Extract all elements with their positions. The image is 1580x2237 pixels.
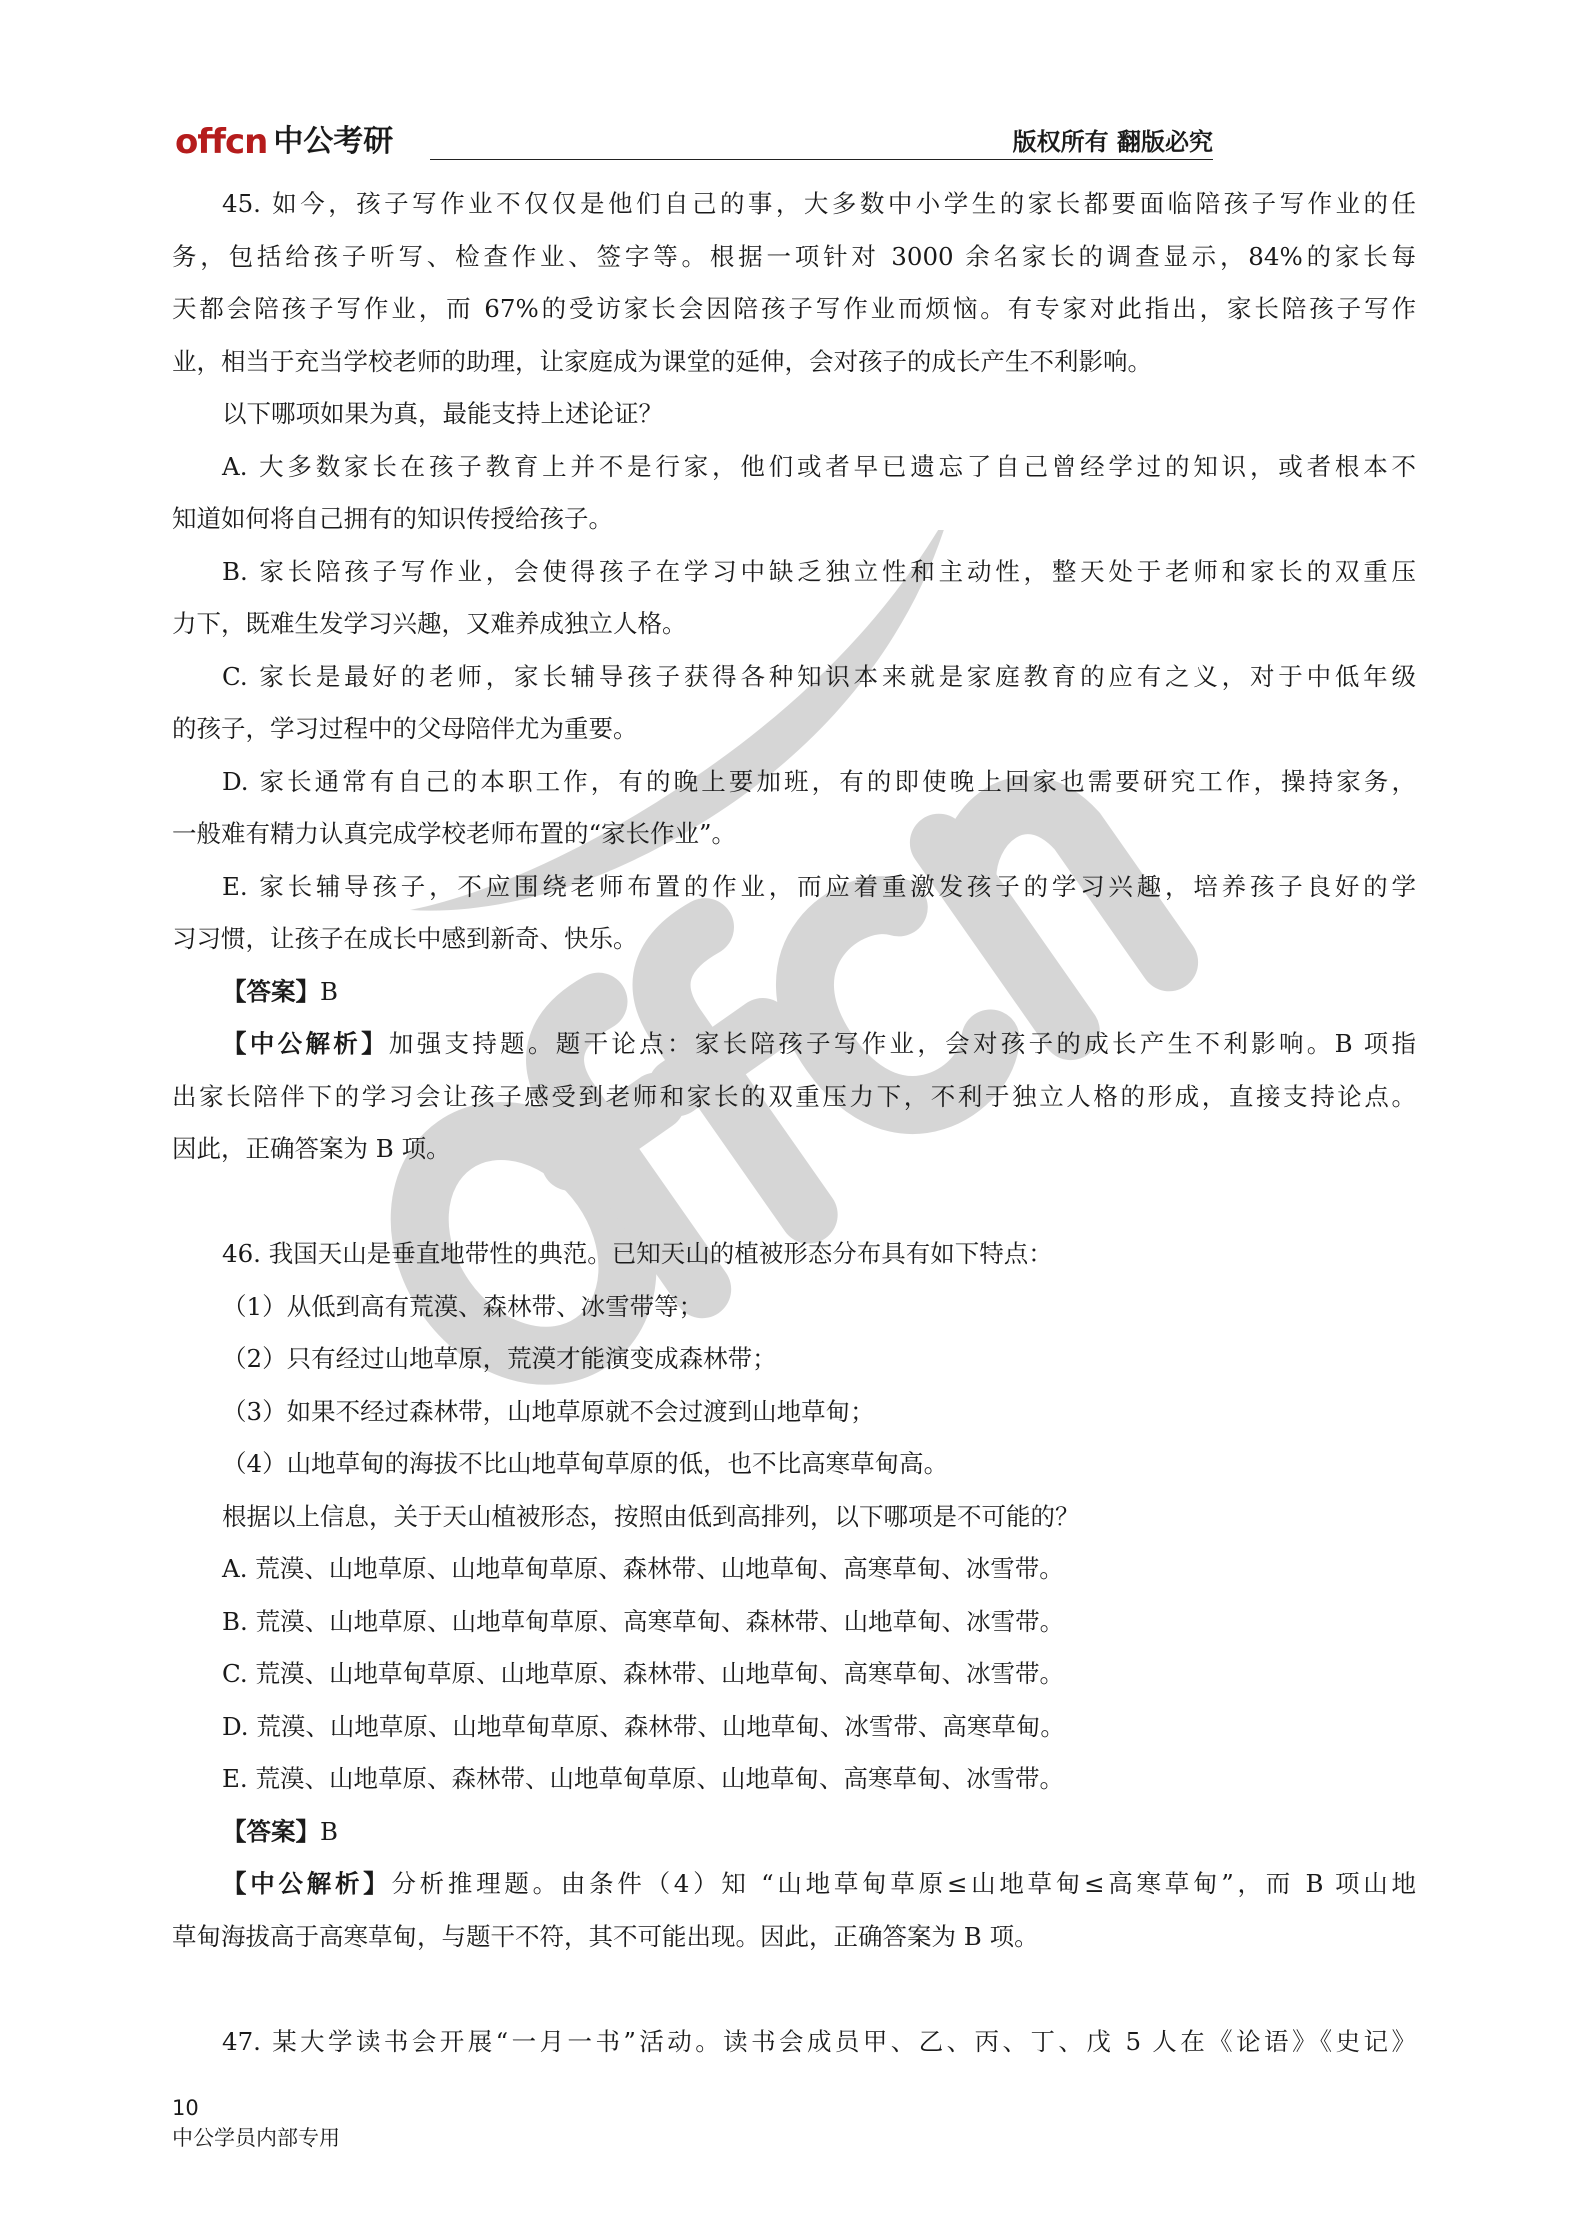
analysis-text: 加强支持题。题干论点：家长陪孩子写作业，会对孩子的成长产生不利影响。B 项指 (388, 1029, 1416, 1058)
question-prompt: 以下哪项如果为真，最能支持上述论证？ (222, 399, 663, 428)
analysis-line: 草甸海拔高于高寒草甸，与题干不符，其不可能出现。因此，正确答案为 B 项。 (172, 1921, 1039, 1951)
answer-value: B (320, 1816, 339, 1846)
question-stem-line: 天都会陪孩子写作业，而 67%的受访家长会因陪孩子写作业而烦恼。有专家对此指出，家长陪孩子写作 (172, 294, 1416, 323)
page-header (175, 118, 1213, 162)
question-stem-line: 46. 我国天山是垂直地带性的典范。已知天山的植被形态分布具有如下特点： (222, 1239, 1053, 1268)
condition-line: （4）山地草甸的海拔不比山地草甸草原的低，也不比高寒草甸高。 (222, 1449, 949, 1478)
spacer (172, 1176, 1416, 1229)
question-stem-line: 45. 如今，孩子写作业不仅仅是他们自己的事，大多数中小学生的家长都要面临陪孩子写作业的任 (222, 189, 1416, 218)
answer-value: B (320, 976, 339, 1006)
answer-tag: 【答案】 (222, 976, 320, 1006)
answer-line (172, 966, 1416, 1019)
analysis-line (172, 1018, 1416, 1071)
analysis-line (172, 1858, 1416, 1911)
option-a-line: 知道如何将自己拥有的知识传授给孩子。 (172, 504, 613, 533)
page-number: 10 (172, 2096, 199, 2120)
question-45 (172, 178, 1416, 1176)
condition-line: （1）从低到高有荒漠、森林带、冰雪带等； (222, 1291, 704, 1321)
analysis-text: 分析推理题。由条件（4）知 “山地草甸草原≤山地草甸≤高寒草甸”，而 B 项山地 (391, 1869, 1417, 1898)
question-46 (172, 1228, 1416, 1963)
answer-line (172, 1806, 1416, 1859)
option-b-line: 力下，既难生发学习兴趣，又难养成独立人格。 (172, 609, 687, 638)
option-d-line: D. 家长通常有自己的本职工作，有的晚上要加班，有的即使晚上回家也需要研究工作，操持家务， (222, 766, 1416, 796)
spacer (172, 1963, 1416, 2016)
option-e-line: E. 家长辅导孩子，不应围绕老师布置的作业，而应着重激发孩子的学习兴趣，培养孩子良好的学 (222, 871, 1416, 901)
option-e-line: E. 荒漠、山地草原、森林带、山地草甸草原、山地草甸、高寒草甸、冰雪带。 (222, 1764, 1064, 1793)
option-b-line: B. 家长陪孩子写作业，会使得孩子在学习中缺乏独立性和主动性，整天处于老师和家长的双重压 (222, 556, 1416, 586)
option-c-line: C. 荒漠、山地草甸草原、山地草原、森林带、山地草甸、高寒草甸、冰雪带。 (222, 1659, 1064, 1688)
question-stem-line: 47. 某大学读书会开展“一月一书”活动。读书会成员甲、乙、丙、丁、戊 5 人在《论语》《史记》 (222, 2026, 1416, 2056)
page-footer (172, 2093, 340, 2153)
option-d-line: D. 荒漠、山地草原、山地草甸草原、森林带、山地草甸、冰雪带、高寒草甸。 (222, 1711, 1065, 1741)
option-a-line: A. 荒漠、山地草原、山地草甸草原、森林带、山地草甸、高寒草甸、冰雪带。 (222, 1554, 1064, 1583)
answer-tag: 【答案】 (222, 1816, 320, 1846)
condition-line: （3）如果不经过森林带，山地草原就不会过渡到山地草甸； (222, 1396, 875, 1426)
footer-note: 中公学员内部专用 (172, 2126, 340, 2150)
logo-chinese-text: 中公考研 (273, 124, 394, 159)
logo-latin-text: offcn (175, 122, 268, 162)
analysis-tag: 【中公解析】 (222, 1869, 392, 1898)
option-d-line: 一般难有精力认真完成学校老师布置的“家长作业”。 (172, 819, 737, 848)
question-47 (172, 2016, 1416, 2069)
question-prompt: 根据以上信息，关于天山植被形态，按照由低到高排列，以下哪项是不可能的？ (222, 1501, 1080, 1531)
document-body (172, 178, 1416, 2068)
option-c-line: C. 家长是最好的老师，家长辅导孩子获得各种知识本来就是家庭教育的应有之义，对于中低年级 (222, 661, 1416, 691)
analysis-tag: 【中公解析】 (222, 1029, 389, 1058)
option-e-line: 习习惯，让孩子在成长中感到新奇、快乐。 (172, 924, 638, 953)
analysis-line: 因此，正确答案为 B 项。 (172, 1134, 451, 1163)
option-c-line: 的孩子，学习过程中的父母陪伴尤为重要。 (172, 714, 638, 743)
offcn-logo (175, 118, 393, 162)
condition-line: （2）只有经过山地草原，荒漠才能演变成森林带； (222, 1344, 777, 1373)
analysis-line: 出家长陪伴下的学习会让孩子感受到老师和家长的双重压力下，不利于独立人格的形成，直接支持论点。 (172, 1081, 1416, 1111)
header-rule (430, 159, 1213, 160)
option-b-line: B. 荒漠、山地草原、山地草甸草原、高寒草甸、森林带、山地草甸、冰雪带。 (222, 1606, 1065, 1636)
copyright-notice: 版权所有 翻版必究 (1012, 128, 1213, 156)
question-stem-line: 业，相当于充当学校老师的助理，让家庭成为课堂的延伸，会对孩子的成长产生不利影响。 (172, 346, 1152, 376)
question-stem-line: 务，包括给孩子听写、检查作业、签字等。根据一项针对 3000 余名家长的调查显示，84%的家长每 (172, 241, 1416, 271)
option-a-line: A. 大多数家长在孩子教育上并不是行家，他们或者早已遗忘了自己曾经学过的知识，或者根本不 (222, 451, 1416, 481)
